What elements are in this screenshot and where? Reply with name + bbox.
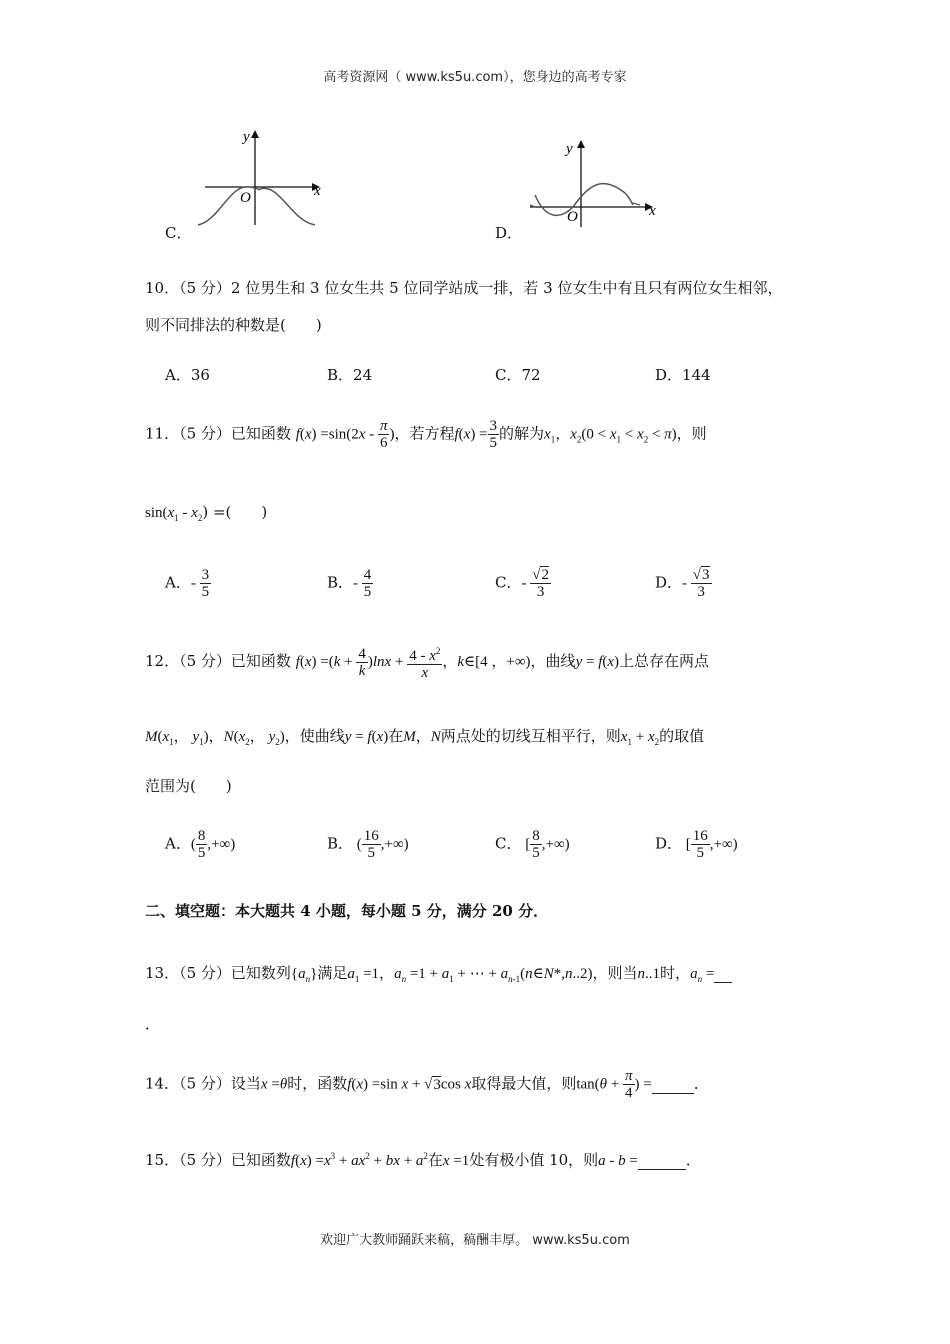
section-2-heading: 二、填空题：本大题共 4 小题，每小题 5 分，满分 20 分． — [145, 902, 549, 920]
option-d-label: D． — [495, 224, 523, 242]
origin-label: O — [567, 209, 578, 225]
q15-line1: 15．（5 分）已知函数$f(x) =x^3 + ax^2$ + bx + $a^2$在x =1处有极小值 10，则a - b = ． — [145, 1151, 701, 1169]
q11-option-a: A．- $\frac{3}{5}$ — [165, 567, 210, 600]
q10-option-d: D．144 — [655, 366, 711, 384]
q11-option-b: B．- $\frac{4}{5}$ — [327, 567, 372, 600]
q11-line1: 11．（5 分）已知函数 f(x) =sin(2x - $\frac{\pi}{6}$ )，若方程f(x) = $\frac{3}{5}$ 的解为$x_1$，$x_2(0 < x_1 < x_2 < \pi)$，则 — [145, 418, 707, 451]
q10-option-c: C．72 — [495, 366, 541, 384]
graph-option-d — [525, 135, 665, 230]
page-footer: 欢迎广大教师踊跃来稿，稿酬丰厚。 www.ks5u.com — [320, 1233, 630, 1248]
q10-option-b: B．24 — [327, 366, 373, 384]
q13-end: ． — [145, 1015, 161, 1033]
q10-line1: 10．（5 分）2 位男生和 3 位女生共 5 位同学站成一排，若 3 位女生中有且只有两位女生相邻， — [145, 279, 783, 297]
q11-option-d: D．- $\frac{√3}{3}$ — [655, 567, 710, 600]
option-c-label: C． — [165, 224, 192, 242]
curve-c — [198, 187, 315, 225]
q11-line2: $\sin(x_1 - x_2)$ =( ) — [145, 503, 268, 523]
q12-option-c: C． [ $\frac{8}{5}$ ,+∞) — [495, 828, 570, 861]
q12-line2: $M(x_1$， $y_1$)，$N(x_2$， $y_2$)，使曲线y = f(x)在M，N两点处的切线互相平行，则$x_1 + x_2$的取值 — [145, 727, 705, 747]
x-axis-label: x — [314, 183, 321, 199]
y-axis-label: y — [243, 129, 250, 145]
q12-option-d: D． [ $\frac{16}{5}$ ,+∞) — [655, 828, 738, 861]
y-axis-label: y — [566, 141, 573, 157]
q11-option-c: C．- $\frac{√2}{3}$ — [495, 567, 549, 600]
q14-line1: 14．（5 分）设当x =θ时，函数f(x) =sin x + √3cos x取得最大值，则tan(θ + $\frac{\pi}{4}$ ) = ． — [145, 1068, 709, 1101]
origin-label: O — [240, 190, 251, 206]
q12-line1: 12．（5 分）已知函数 f(x) =(k + $\frac{4}{k}$ )lnx + $\frac{4 - x^2}{x}$ ，k∈[4 ，+∞)，曲线y = f(x)上总存在两点 — [145, 643, 709, 681]
q12-option-a: A．( $\frac{8}{5}$ ,+∞) — [165, 828, 236, 861]
q10-option-a: A．36 — [165, 366, 210, 384]
q12-option-b: B． ( $\frac{16}{5}$ ,+∞) — [327, 828, 409, 861]
x-axis-label: x — [649, 203, 656, 219]
graph-option-c — [190, 125, 340, 230]
y-arrow-icon — [577, 140, 585, 148]
q10-line2: 则不同排法的种数是( ) — [145, 316, 322, 334]
q13-line1: 13．（5 分）已知数列$\{a_n\}$满足$a_1 =1$，$a_n =1 + a_1$ + ⋯ + $a_{n-1}(n\in N*,n..2)$，则当n..1时，$a_n$ = — [145, 962, 732, 984]
curve-d — [535, 184, 633, 216]
q12-line3: 范围为( ) — [145, 777, 232, 795]
y-arrow-icon — [251, 130, 259, 138]
page-header: 高考资源网（ www.ks5u.com），您身边的高考专家 — [323, 70, 627, 85]
